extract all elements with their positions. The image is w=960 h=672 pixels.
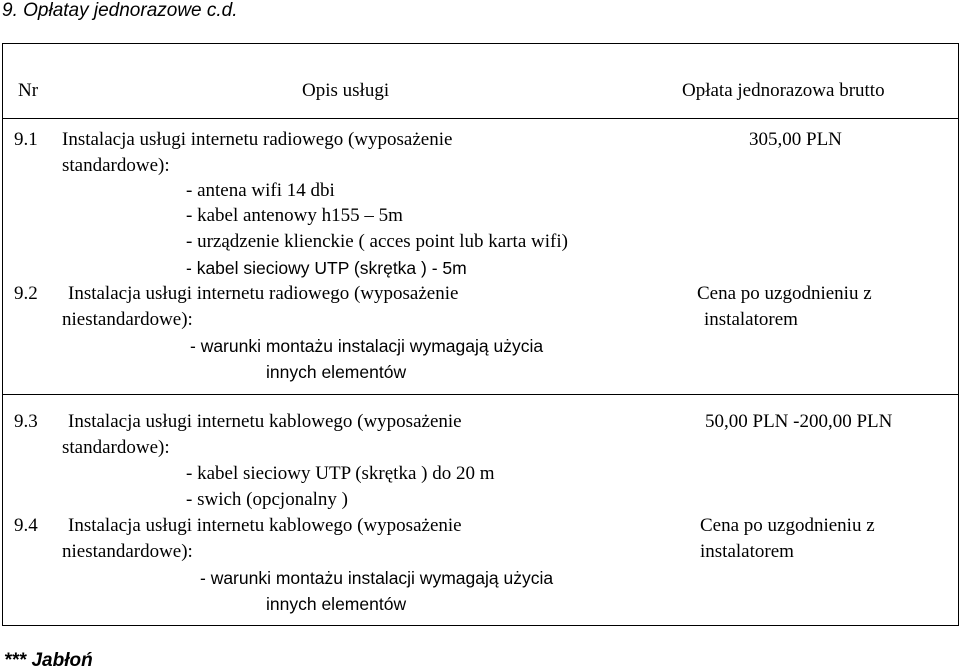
row-nr: 9.1 xyxy=(14,129,38,150)
row-desc-line: standardowe): xyxy=(62,437,170,458)
row-desc-line: - swich (opcjonalny ) xyxy=(186,489,348,510)
table-right-border xyxy=(958,43,959,626)
row-desc-line: Instalacja usługi internetu kablowego (wyposażenie xyxy=(68,411,462,432)
header-description: Opis usługi xyxy=(302,80,390,101)
row-desc-line: Instalacja usługi internetu kablowego (wyposażenie xyxy=(68,515,462,536)
header-bottom-border xyxy=(2,118,958,119)
row-fee-line: instalatorem xyxy=(704,309,798,330)
row-desc-line: innych elementów xyxy=(266,362,407,382)
row-fee-line: 305,00 PLN xyxy=(749,129,842,150)
footer-note: *** Jabłoń xyxy=(4,650,93,671)
row-desc-line: - kabel antenowy h155 – 5m xyxy=(186,205,403,226)
row-nr: 9.3 xyxy=(14,411,38,432)
row-fee-line: Cena po uzgodnieniu z xyxy=(697,283,872,304)
row-divider xyxy=(2,394,958,395)
table-bottom-border xyxy=(2,625,958,626)
row-desc-line: standardowe): xyxy=(62,155,170,176)
table-top-border xyxy=(2,43,958,44)
row-desc-line: innych elementów xyxy=(266,594,407,614)
row-desc-line: - warunki montażu instalacji wymagają użycia xyxy=(200,568,554,588)
row-desc-line: Instalacja usługi internetu radiowego (wyposażenie xyxy=(68,283,459,304)
row-desc-line: - warunki montażu instalacji wymagają użycia xyxy=(190,336,544,356)
row-desc-line: - kabel sieciowy UTP (skrętka ) do 20 m xyxy=(186,463,495,484)
row-desc-line: niestandardowe): xyxy=(62,541,193,562)
row-desc-line: - urządzenie klienckie ( acces point lub karta wifi) xyxy=(186,231,568,252)
row-fee-line: Cena po uzgodnieniu z xyxy=(700,515,875,536)
header-nr: Nr xyxy=(18,80,39,101)
row-nr: 9.4 xyxy=(14,515,38,536)
row-fee-line: 50,00 PLN -200,00 PLN xyxy=(705,411,893,432)
section-title: 9. Opłatay jednorazowe c.d. xyxy=(2,0,238,21)
row-desc-line: - antena wifi 14 dbi xyxy=(186,180,335,201)
row-fee-line: instalatorem xyxy=(700,541,794,562)
row-desc-line: niestandardowe): xyxy=(62,309,193,330)
row-desc-line: Instalacja usługi internetu radiowego (wyposażenie xyxy=(62,129,453,150)
row-nr: 9.2 xyxy=(14,283,38,304)
header-fee: Opłata jednorazowa brutto xyxy=(682,80,885,101)
table-left-border xyxy=(2,43,3,626)
row-desc-line: - kabel sieciowy UTP (skrętka ) - 5m xyxy=(186,258,467,278)
